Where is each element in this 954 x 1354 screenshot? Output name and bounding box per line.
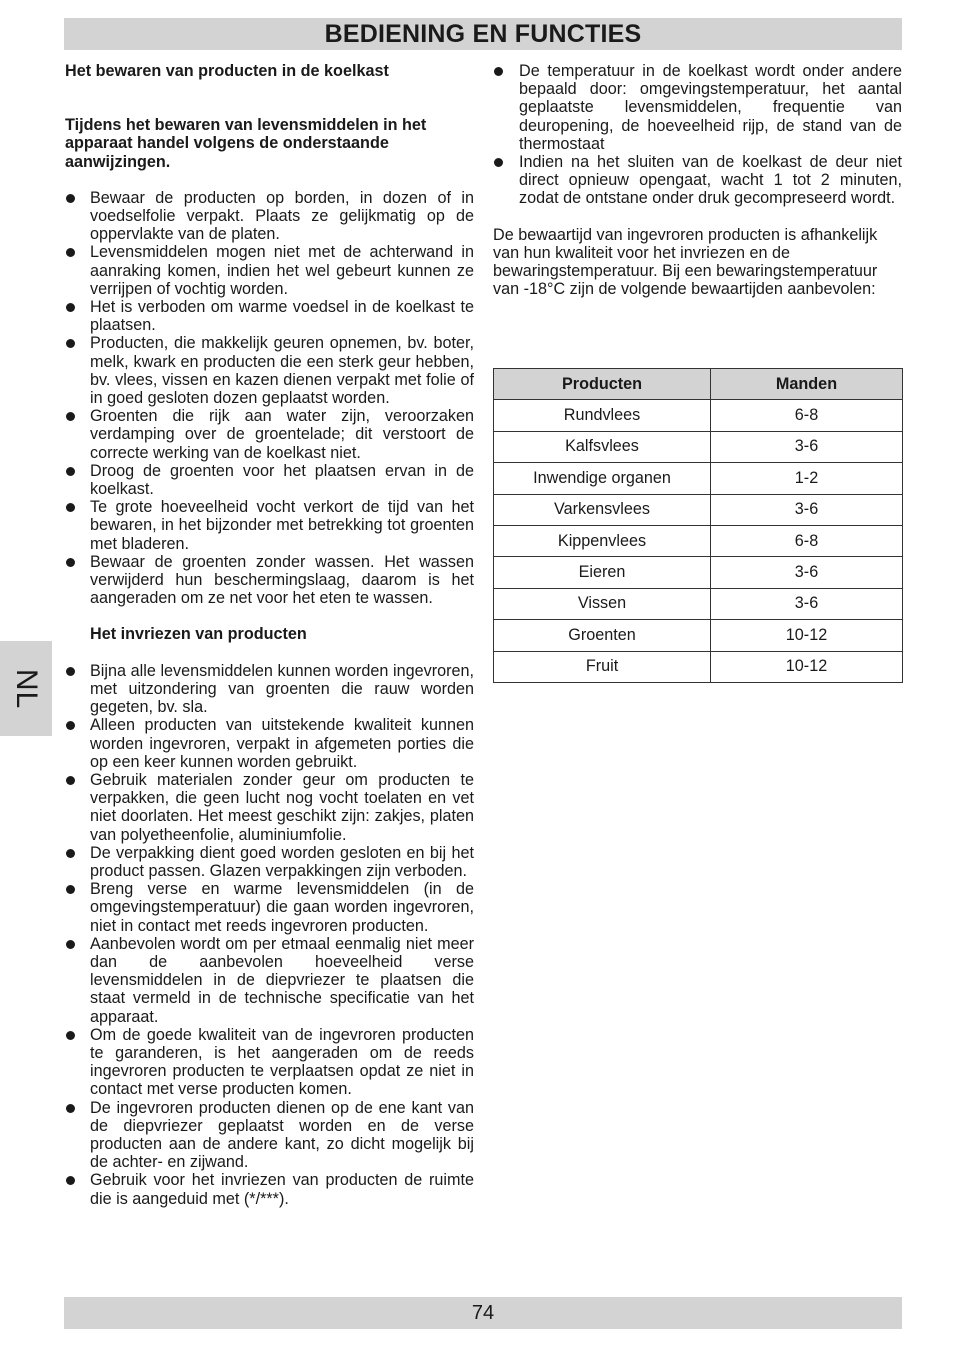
language-tab-label: NL bbox=[9, 668, 43, 709]
right-column bbox=[493, 62, 902, 298]
list-item: Alleen producten van uitstekende kwaliteit kunnen worden ingevroren, verpakt in afgemeten porties die op een keer kunnen worden gebruikt. bbox=[65, 716, 474, 771]
column-header-products: Producten bbox=[494, 369, 711, 400]
months-cell: 10-12 bbox=[711, 651, 903, 682]
section-heading-storage: Het bewaren van producten in de koelkast bbox=[65, 62, 389, 80]
list-item: Gebruik voor het invriezen van producten de ruimte die is aangeduid met (*/***). bbox=[65, 1171, 474, 1207]
list-item: Te grote hoeveelheid vocht verkort de tijd van het bewaren, in het bijzonder met betrekking tot groenten met bladeren. bbox=[65, 498, 474, 553]
product-cell: Eieren bbox=[494, 557, 711, 588]
left-column bbox=[65, 62, 474, 1208]
months-cell: 1-2 bbox=[711, 463, 903, 494]
list-item: Gebruik materialen zonder geur om producten te verpakken, die geen lucht nog vocht toelaten en vet niet doorlaten. Het meest geschikt zijn: zakjes, platen van polyetheenfolie, aluminiumfolie. bbox=[65, 771, 474, 844]
page-number: 74 bbox=[471, 1301, 495, 1324]
temperature-notes-list bbox=[493, 62, 902, 208]
product-cell: Groenten bbox=[494, 620, 711, 651]
list-item: Levensmiddelen mogen niet met de achterwand in aanraking komen, indien het wel gebeurt kunnen ze verrijpen of vochtig worden. bbox=[65, 243, 474, 298]
months-cell: 6-8 bbox=[711, 525, 903, 556]
table-header-row bbox=[494, 369, 903, 400]
product-cell: Kippenvlees bbox=[494, 525, 711, 556]
list-item: Producten, die makkelijk geuren opnemen, bv. boter, melk, kwark en producten die een sterk geur hebben, bv. vlees, vissen en kazen dienen verpakt met folie of in goed gesloten dozen geplaatst worden. bbox=[65, 334, 474, 407]
product-cell: Fruit bbox=[494, 651, 711, 682]
list-item: Het is verboden om warme voedsel in de koelkast te plaatsen. bbox=[65, 298, 474, 334]
list-item: Bijna alle levensmiddelen kunnen worden ingevroren, met uitzondering van groenten die rauw worden gegeten, bv. sla. bbox=[65, 662, 474, 717]
fridge-storage-list bbox=[65, 189, 474, 608]
months-cell: 3-6 bbox=[711, 494, 903, 525]
list-item: De ingevroren producten dienen op de ene kant van de diepvriezer geplaatst worden en de verse producten aan de andere kant, zo dicht mogelijk bij de achter- en zijwand. bbox=[65, 1099, 474, 1172]
freezing-list bbox=[65, 662, 474, 1208]
table-row bbox=[494, 525, 903, 556]
list-item: Breng verse en warme levensmiddelen (in de omgevingstemperatuur) die gaan worden ingevroren, niet in contact met reeds ingevroren producten. bbox=[65, 880, 474, 935]
page-title: BEDIENING EN FUNCTIES bbox=[324, 19, 642, 48]
table-row bbox=[494, 431, 903, 462]
months-cell: 10-12 bbox=[711, 620, 903, 651]
list-item: De verpakking dient goed worden gesloten en bij het product passen. Glazen verpakkingen zijn verboden. bbox=[65, 844, 474, 880]
product-cell: Rundvlees bbox=[494, 400, 711, 431]
table-row bbox=[494, 651, 903, 682]
list-item: Droog de groenten voor het plaatsen ervan in de koelkast. bbox=[65, 462, 474, 498]
table-row bbox=[494, 400, 903, 431]
months-cell: 3-6 bbox=[711, 557, 903, 588]
table-row bbox=[494, 557, 903, 588]
product-cell: Kalfsvlees bbox=[494, 431, 711, 462]
language-tab bbox=[0, 641, 52, 736]
list-item: Bewaar de producten op borden, in dozen of in voedselfolie verpakt. Plaats ze gelijkmatig op de oppervlakte van de platen. bbox=[65, 189, 474, 244]
months-cell: 3-6 bbox=[711, 431, 903, 462]
footer-bar bbox=[64, 1297, 902, 1329]
column-header-months: Manden bbox=[711, 369, 903, 400]
storage-time-table bbox=[493, 368, 903, 683]
list-item: Om de goede kwaliteit van de ingevroren producten te garanderen, is het aangeraden om de reeds ingevroren producten te verplaatsen opdat ze niet in contact met verse producten komen. bbox=[65, 1026, 474, 1099]
table-row bbox=[494, 494, 903, 525]
product-cell: Varkensvlees bbox=[494, 494, 711, 525]
list-item: De temperatuur in de koelkast wordt onder andere bepaald door: omgevingstemperatuur, het aantal geplaatste levensmiddelen, frequentie van deuropening, de hoeveelheid rijp, de stand van de thermostaat bbox=[493, 62, 902, 153]
list-item: Groenten die rijk aan water zijn, veroorzaken verdamping over de groentelade; dit verstoort de correcte werking van de koelkast niet. bbox=[65, 407, 474, 462]
list-item: Aanbevolen wordt om per etmaal eenmalig niet meer dan de aanbevolen hoeveelheid verse levensmiddelen in de diepvriezer te plaatsen die staat vermeld in de technische specificatie van het apparaat. bbox=[65, 935, 474, 1026]
table-row bbox=[494, 463, 903, 494]
table-row bbox=[494, 620, 903, 651]
storage-time-paragraph: De bewaartijd van ingevroren producten is afhankelijk van hun kwaliteit voor het invriezen en de bewaringstemperatuur. Bij een bewaringstemperatuur van -18°C zijn de volgende bewaartijden aanbevolen: bbox=[493, 225, 878, 299]
product-cell: Vissen bbox=[494, 588, 711, 619]
list-item: Bewaar de groenten zonder wassen. Het wassen verwijderd hun beschermingslaag, daarom is het aangeraden om ze net voor het eten te wassen. bbox=[65, 553, 474, 608]
section-intro: Tijdens het bewaren van levensmiddelen in het apparaat handel volgens de onderstaande aanwijzingen. bbox=[65, 116, 427, 171]
header-bar bbox=[64, 18, 902, 50]
months-cell: 6-8 bbox=[711, 400, 903, 431]
product-cell: Inwendige organen bbox=[494, 463, 711, 494]
section-heading-freezing: Het invriezen van producten bbox=[90, 625, 307, 644]
list-item: Indien na het sluiten van de koelkast de deur niet direct opnieuw opengaat, wacht 1 tot 2 minuten, zodat de ontstane onder druk gecompreseerd wordt. bbox=[493, 153, 902, 208]
table-row bbox=[494, 588, 903, 619]
months-cell: 3-6 bbox=[711, 588, 903, 619]
